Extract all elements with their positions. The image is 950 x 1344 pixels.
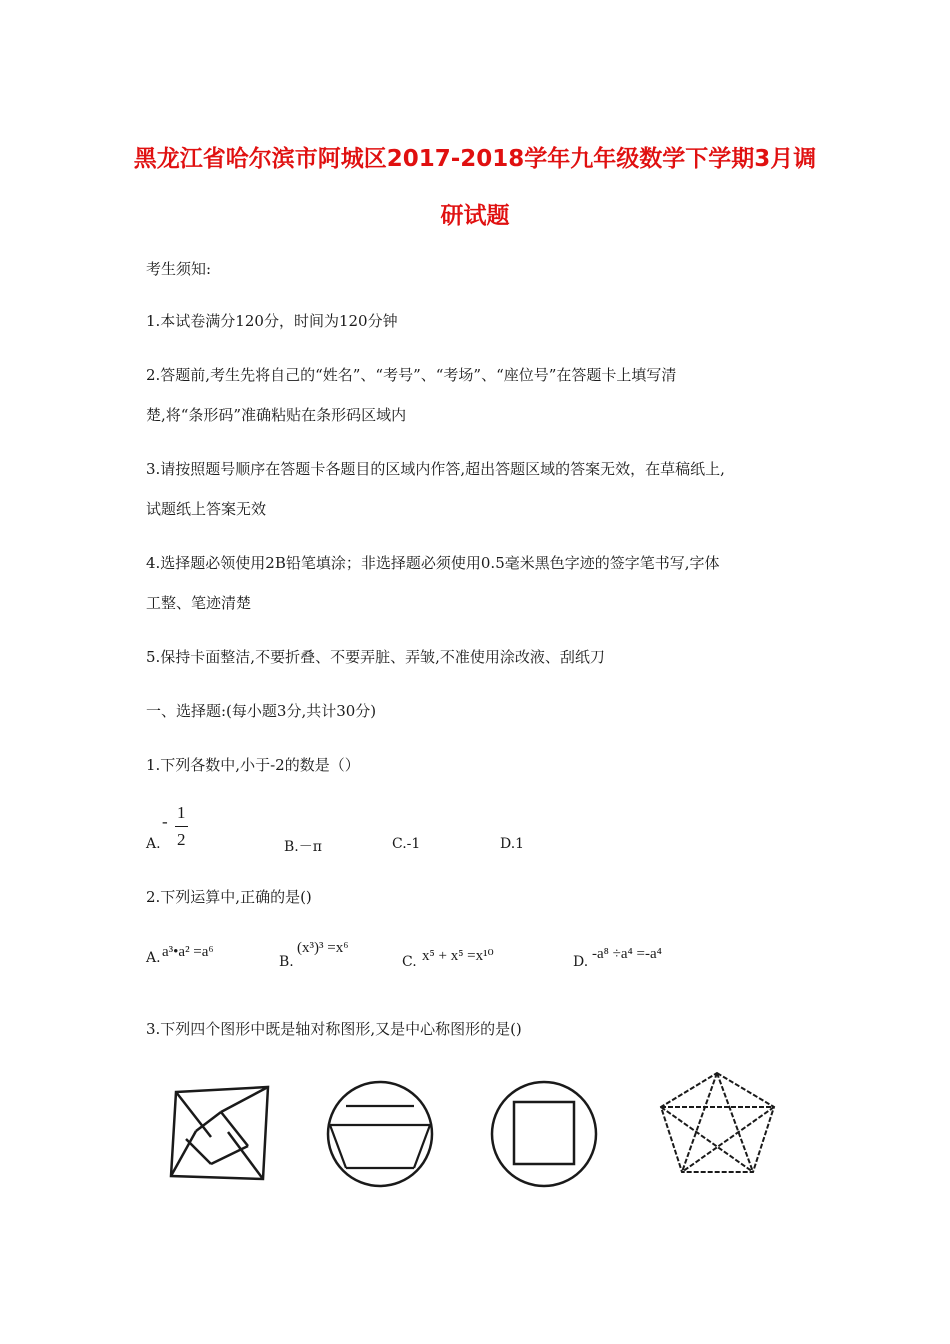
q1-option-a-numerator: 1 xyxy=(177,803,186,822)
q2-option-a-expression: a³•a² =a⁶ xyxy=(162,944,214,960)
q1-option-b: B.－π xyxy=(284,839,322,855)
notice-item-1: 1.本试卷满分120分，时间为120分钟 xyxy=(146,312,398,330)
q2-option-b-label: B. xyxy=(279,954,294,970)
q1-option-d: D.1 xyxy=(500,836,525,852)
notice-item-5: 5.保持卡面整洁,不要折叠、不要弄脏、弄皱,不准使用涂改液、刮纸刀 xyxy=(146,648,605,666)
q2-option-b-expression: (x³)³ =x⁶ xyxy=(297,940,349,956)
notice-item-4-continued: 工整、笔迹清楚 xyxy=(146,594,252,612)
page-title: 黑龙江省哈尔滨市阿城区2017-2018学年九年级数学下学期3月调 xyxy=(133,146,817,172)
notice-item-2: 2.答题前,考生先将自己的“姓名”、“考号”、“考场”、“座位号”在答题卡上填写清 xyxy=(146,366,677,384)
figure-pentagon-star xyxy=(656,1068,780,1180)
q1-option-a-label: A. xyxy=(146,836,161,852)
notice-item-3: 3.请按照题号顺序在答题卡各题目的区域内作答,超出答题区域的答案无效，在草稿纸上, xyxy=(146,460,725,478)
fraction-bar xyxy=(175,826,188,827)
q1-option-a-denominator: 2 xyxy=(177,830,186,849)
q2-option-d-expression: -a⁸ ÷a⁴ =-a⁴ xyxy=(592,946,662,962)
notice-heading: 考生须知: xyxy=(146,260,212,278)
page-title-continued: 研试题 xyxy=(440,203,510,229)
figure-pinwheel-square xyxy=(166,1084,276,1184)
figure-circle-trapezoid xyxy=(324,1078,436,1190)
q2-option-a-label: A. xyxy=(146,950,161,966)
section-heading: 一、选择题:(每小题3分,共计30分) xyxy=(146,702,377,720)
notice-item-2-continued: 楚,将“条形码”准确粘贴在条形码区域内 xyxy=(146,406,407,424)
figure-circle-square xyxy=(488,1078,600,1190)
q1-option-c: C.-1 xyxy=(392,836,421,852)
q2-option-d-label: D. xyxy=(573,954,589,970)
question-2-stem: 2.下列运算中,正确的是() xyxy=(146,888,312,906)
q2-option-c-expression: x⁵ + x⁵ =x¹⁰ xyxy=(422,948,494,964)
q2-option-c-label: C. xyxy=(402,954,417,970)
notice-item-4: 4.选择题必领使用2B铅笔填涂；非选择题必须使用0.5毫米黑色字迹的签字笔书写,字体 xyxy=(146,554,720,572)
q1-option-a-sign: - xyxy=(162,812,168,831)
question-1-stem: 1.下列各数中,小于-2的数是（） xyxy=(146,756,360,774)
question-3-stem: 3.下列四个图形中既是轴对称图形,又是中心称图形的是() xyxy=(146,1020,522,1038)
notice-item-3-continued: 试题纸上答案无效 xyxy=(146,500,267,518)
